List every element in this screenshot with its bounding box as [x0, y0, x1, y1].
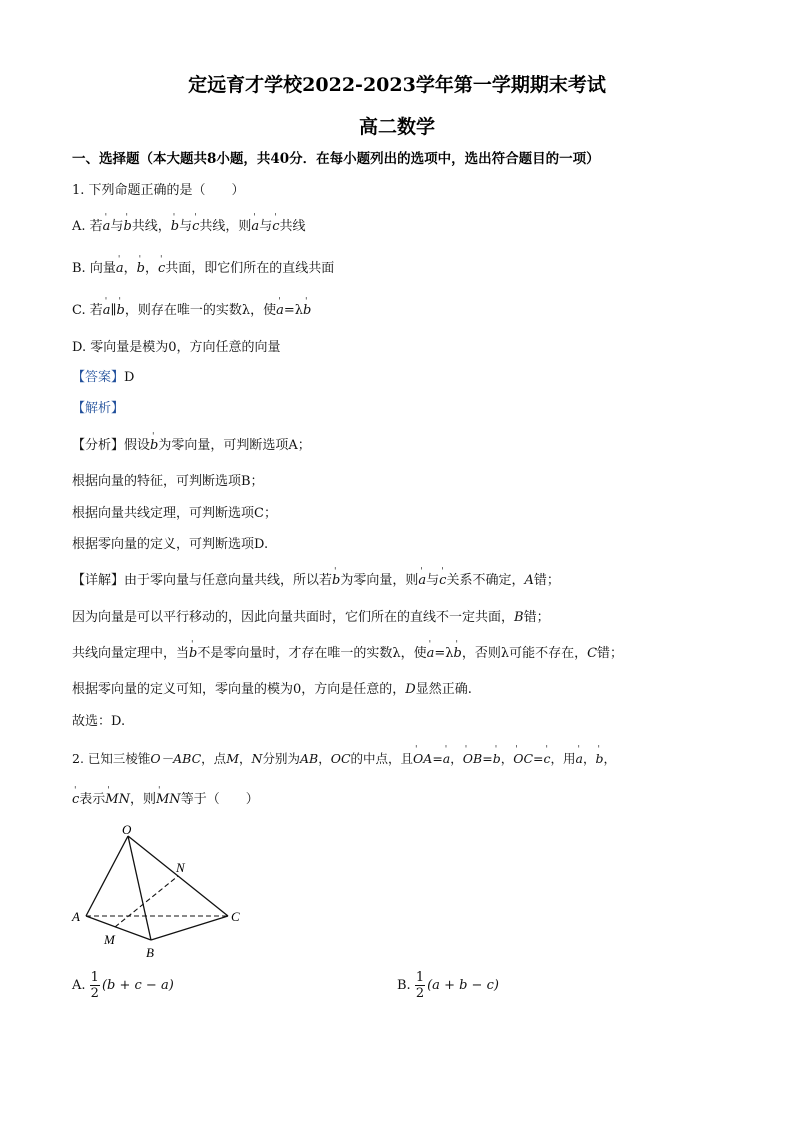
question-1-option-b: B. 向量' a，' b，' c共面，即它们所在的直线共面	[72, 260, 334, 278]
question-1-option-d: D. 零向量是模为0，方向任意的向量	[72, 340, 281, 355]
question-2-line-1: 2. 已知三棱锥O－ABC，点M，N分别为AB，OC的中点，且' OA=' a，' OB=' b，' OC=' c，用' a，' b，	[72, 750, 616, 768]
fraction-half: $\frac{1}{2}$	[415, 970, 425, 1001]
answer-tag: 【答案】	[72, 370, 125, 385]
exam-subtitle: 高二数学	[358, 116, 435, 138]
question-1-option-a: A. 若' a与' b共线，' b与' c共线，则' a与' c共线	[72, 218, 306, 236]
fenxi-line-4: 根据零向量的定义，可判断选项D.	[72, 537, 269, 552]
question-1-stem: 1. 下列命题正确的是（ ）	[72, 183, 245, 198]
label-O: O	[122, 822, 132, 837]
analysis-tag: 【解析】	[72, 401, 125, 416]
detail-line-1: 【详解】由于零向量与任意向量共线，所以若' b为零向量，则' a与' c关系不确定，A错；	[72, 572, 560, 590]
detail-line-3: 共线向量定理中，当' b不是零向量时，才存在唯一的实数λ，使' a=λ' b，否则λ可能不存在，C错；	[72, 645, 623, 663]
fenxi-line-3: 根据向量共线定理，可判断选项C；	[72, 506, 277, 521]
label-M: M	[104, 932, 115, 947]
detail-line-2: 因为向量是可以平行移动的，因此向量共面时，它们所在的直线不一定共面，B错；	[72, 610, 550, 625]
detail-line-4: 根据零向量的定义可知，零向量的模为0，方向是任意的，D显然正确.	[72, 682, 472, 697]
edge-AB	[86, 916, 151, 940]
question-2-option-b: B. $\frac{1}{2}$ (a + b − c)	[397, 970, 499, 1001]
label-B: B	[146, 945, 154, 960]
question-2-line-2: ' c表示' MN，则' MN等于（ ）	[72, 791, 259, 809]
fenxi-line-1: 【分析】假设' b为零向量，可判断选项A；	[72, 437, 311, 455]
fraction-half: $\frac{1}{2}$	[90, 970, 99, 1001]
question-2-option-a: A. $\frac{1}{2}$ (b + c − a)	[72, 970, 174, 1001]
label-A: A	[72, 909, 80, 924]
label-C: C	[231, 909, 240, 924]
fenxi-line-2: 根据向量的特征，可判断选项B；	[72, 474, 264, 489]
label-N: N	[176, 860, 185, 875]
edge-BC	[151, 916, 228, 940]
answer-line	[72, 369, 134, 387]
answer-value: D	[124, 370, 135, 385]
section-heading: 一、选择题（本大题共8小题，共40分．在每小题列出的选项中，选出符合题目的一项）	[72, 151, 600, 167]
edge-OA	[86, 836, 128, 916]
choice-line: 故选：D.	[72, 714, 126, 729]
pyramid-figure	[70, 822, 260, 967]
question-1-option-c: C. 若' a∥' b，则存在唯一的实数λ，使' a=λ' b	[72, 302, 311, 320]
exam-title: 定远育才学校2022-2023学年第一学期期末考试	[188, 74, 606, 96]
